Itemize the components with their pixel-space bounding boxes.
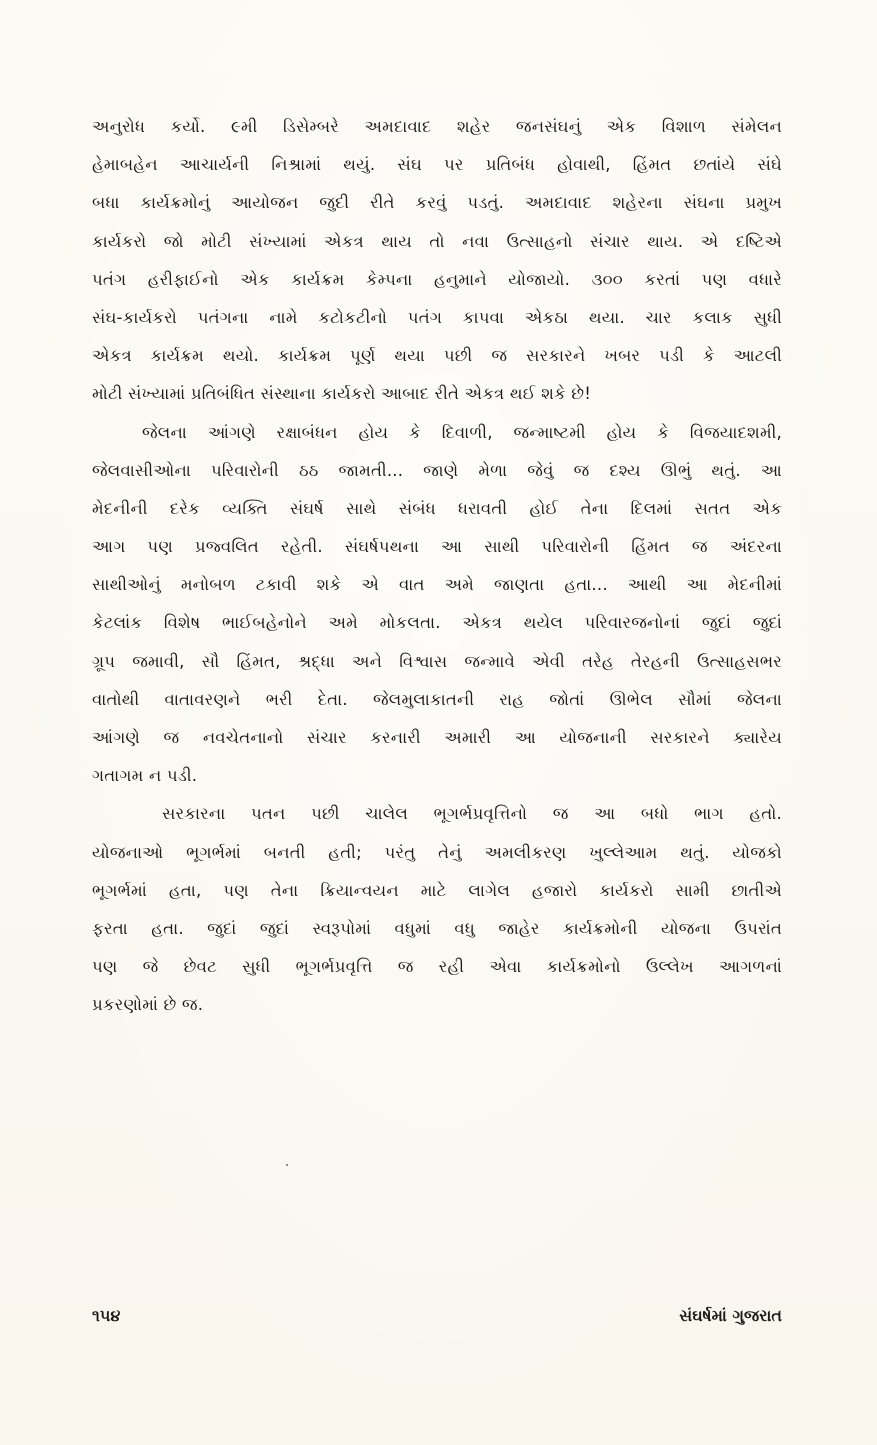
text-line: કાર્યકરો જો મોટી સંખ્યામાં એકત્ર થાય તો નવા ઉત્સાહનો સંચાર થાય. એ દષ્ટિએ xyxy=(92,231,782,251)
text-line: સાથીઓનું મનોબળ ટકાવી શકે એ વાત અમે જાણતા હતા... આથી આ મેદનીમાં xyxy=(92,575,782,595)
text-line: પતંગ હરીફાઈનો એક કાર્યક્રમ કેમ્પના હનુમાને યોજાયો. ૩૦૦ કરતાં પણ વધારે xyxy=(92,269,782,289)
text-line: ભૂગર્ભમાં હતા, પણ તેના ક્રિયાન્વયન માટે લાગેલ હજારો કાર્યકરો સામી છાતીએ xyxy=(92,880,782,900)
text-line: સરકારના પતન પછી ચાલેલ ભૂગર્ભપ્રવૃત્તિનો જ આ બધો ભાગ હતો. xyxy=(162,804,782,824)
text-line: જેલવાસીઓના પરિવારોની ઠઠ જામતી... જાણે મેળા જેવું જ દશ્ય ઊભું થતું. આ xyxy=(92,460,782,480)
print-speck xyxy=(286,1164,288,1166)
text-line: વાતોથી વાતાવરણને ભરી દેતા. જેલમુલાકાતની રાહ જોતાં ઊભેલ સૌમાં જેલના xyxy=(92,689,782,709)
text-line: સંઘ-કાર્યકરો પતંગના નામે કટોકટીનો પતંગ કાપવા એકઠા થયા. ચાર કલાક સુધી xyxy=(92,307,782,327)
text-line: ગતાગમ ન પડી. xyxy=(92,766,198,786)
text-line: મેદનીની દરેક વ્યક્તિ સંઘર્ષ સાથે સંબંધ ધરાવતી હોઈ તેના દિલમાં સતત એક xyxy=(92,498,782,518)
text-line: પ્રકરણોમાં છે જ. xyxy=(92,995,204,1015)
text-line: અનુરોધ કર્યો. ૯મી ડિસેમ્બરે અમદાવાદ શહેર જનસંઘનું એક વિશાળ સંમેલન xyxy=(92,117,782,136)
text-line: જેલના આંગણે રક્ષાબંધન હોય કે દિવાળી, જન્માષ્ટમી હોય કે વિજયાદશમી, xyxy=(142,422,782,442)
text-line: ફરતા હતા. જુદાં જુદાં સ્વરૂપોમાં વધુમાં વધુ જાહેર કાર્યક્રમોની યોજના ઉપરાંત xyxy=(92,918,782,938)
text-line: હેમાબહેન આચાર્યની નિશ્રામાં થયું. સંઘ પર પ્રતિબંધ હોવાથી, હિંમત છતાંયે સંઘે xyxy=(92,155,782,175)
text-line: ગ્રૂપ જમાવી, સૌ હિંમત, શ્રદ્ધા અને વિશ્વાસ જન્માવે એવી તરેહ તેરહની ઉત્સાહસભર xyxy=(92,651,782,671)
text-line: પણ જે છેવટ સુધી ભૂગર્ભપ્રવૃત્તિ જ રહી એવા કાર્યક્રમોનો ઉલ્લેખ આગળનાં xyxy=(92,957,782,977)
body-text xyxy=(92,108,782,1025)
page-number: ૧૫૪ xyxy=(92,1306,121,1325)
text-line: યોજનાઓ ભૂગર્ભમાં બનતી હતી; પરંતુ તેનું અમલીકરણ ખુલ્લેઆમ થતું. યોજકો xyxy=(92,842,782,862)
text-line: મોટી સંખ્યામાં પ્રતિબંધિત સંસ્થાના કાર્યકરો આબાદ રીતે એકત્ર થઈ શકે છે! xyxy=(92,384,592,404)
text-line: આંગણે જ નવચેતનાનો સંચાર કરનારી અમારી આ યોજનાની સરકારને ક્યારેય xyxy=(92,728,782,747)
page-footer xyxy=(92,1306,782,1332)
text-line: કેટલાંક વિશેષ ભાઈબહેનોને અમે મોકલતા. એકત્ર થયેલ પરિવારજનોનાં જુદાં જુદાં xyxy=(92,613,782,633)
text-line: આગ પણ પ્રજ્વલિત રહેતી. સંઘર્ષપથના આ સાથી પરિવારોની હિંમત જ અંદરના xyxy=(92,537,782,557)
text-line: એકત્ર કાર્યક્રમ થયો. કાર્યક્રમ પૂર્ણ થયા પછી જ સરકારને ખબર પડી કે આટલી xyxy=(92,346,782,366)
text-line: બધા કાર્યક્રમોનું આયોજન જુદી રીતે કરવું પડતું. અમદાવાદ શહેરના સંઘના પ્રમુખ xyxy=(92,193,782,213)
running-title: સંઘર્ષમાં ગુજરાત xyxy=(679,1306,782,1325)
